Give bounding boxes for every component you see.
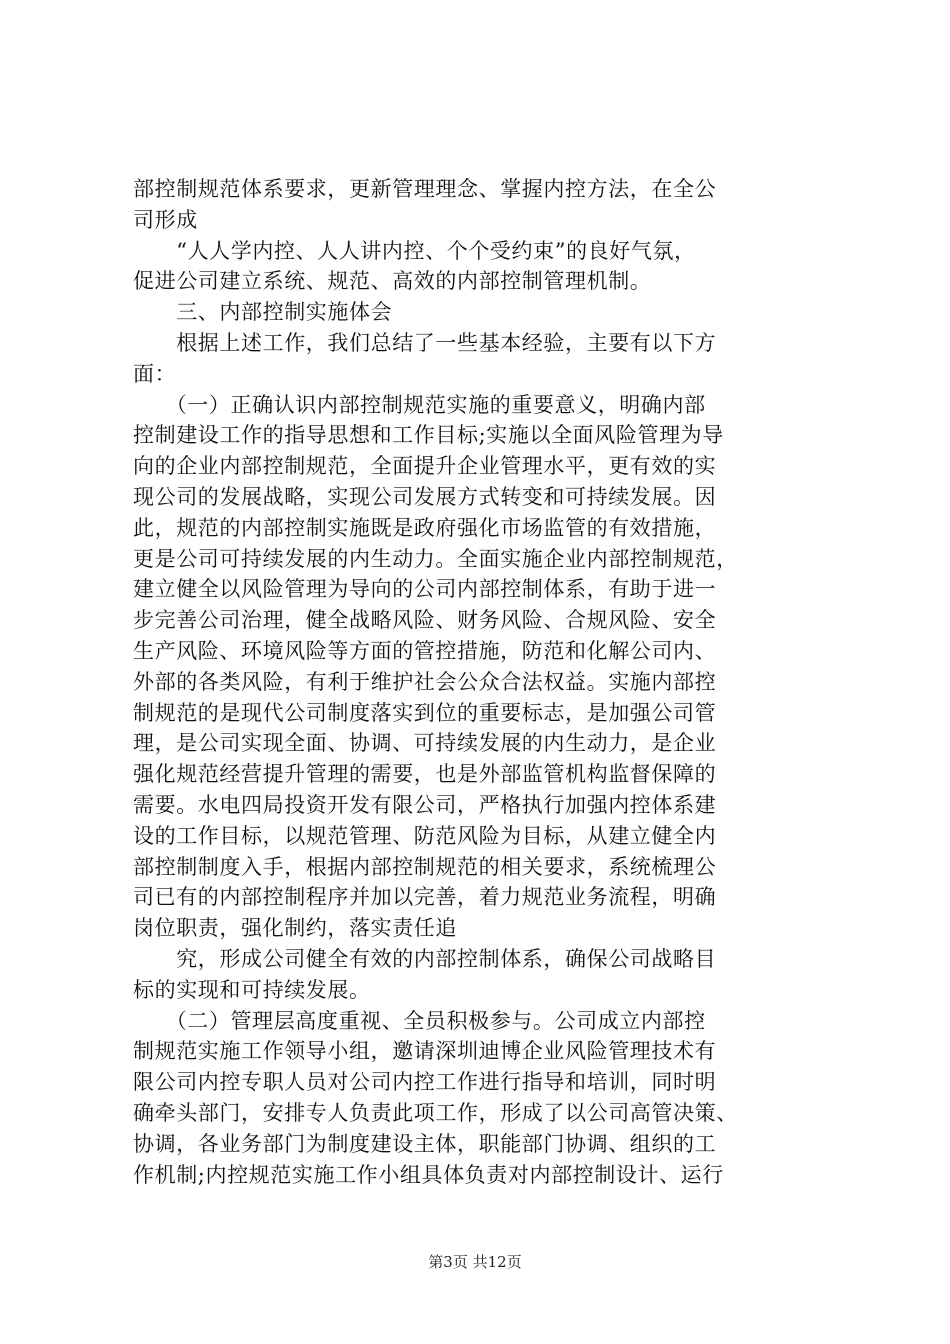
text-line: 步完善公司治理，健全战略风险、财务风险、合规风险、安全 — [133, 608, 717, 633]
text-line: 需要。水电四局投资开发有限公司，严格执行加强内控体系建 — [133, 792, 717, 817]
text-line: 现公司的发展战略，实现公司发展方式转变和可持续发展。因 — [133, 484, 717, 509]
text-line: （一）正确认识内部控制规范实施的重要意义，明确内部 — [133, 392, 706, 417]
text-line: 三、内部控制实施体会 — [133, 300, 393, 325]
text-line: “人人学内控、人人讲内控、个个受约束”的良好气氛， — [133, 238, 696, 263]
text-line: 部控制规范体系要求，更新管理理念、掌握内控方法，在全公 — [133, 177, 717, 201]
text-line: 面： — [133, 361, 177, 386]
text-line: 理，是公司实现全面、协调、可持续发展的内生动力，是企业 — [133, 731, 717, 756]
text-line: 设的工作目标，以规范管理、防范风险为目标，从建立健全内 — [133, 823, 717, 848]
text-line: 此，规范的内部控制实施既是政府强化市场监管的有效措施， — [133, 515, 717, 540]
text-line: 控制建设工作的指导思想和工作目标;实施以全面风险管理为导 — [133, 423, 724, 448]
text-line: 部控制制度入手，根据内部控制规范的相关要求，系统梳理公 — [133, 854, 717, 879]
text-line: 向的企业内部控制规范，全面提升企业管理水平，更有效的实 — [133, 454, 717, 479]
text-line: 强化规范经营提升管理的需要，也是外部监管机构监督保障的 — [133, 762, 717, 787]
text-line: 外部的各类风险，有利于维护社会公众合法权益。实施内部控 — [133, 669, 717, 694]
text-line: 协调，各业务部门为制度建设主体，职能部门协调、组织的工 — [133, 1131, 717, 1156]
page-footer: 第3页 共12页 — [428, 1253, 522, 1271]
document-body — [133, 174, 833, 1190]
text-line: 建立健全以风险管理为导向的公司内部控制体系，有助于进一 — [133, 577, 717, 602]
text-line: 标的实现和可持续发展。 — [133, 977, 371, 1002]
text-line: 限公司内控专职人员对公司内控工作进行指导和培训，同时明 — [133, 1070, 717, 1095]
text-line: 究，形成公司健全有效的内部控制体系，确保公司战略目 — [133, 946, 717, 971]
text-line: 根据上述工作，我们总结了一些基本经验，主要有以下方 — [133, 330, 717, 355]
text-line: 促进公司建立系统、规范、高效的内部控制管理机制。 — [133, 269, 652, 294]
text-line: （二）管理层高度重视、全员积极参与。公司成立内部控 — [133, 1008, 706, 1033]
text-line: 制规范实施工作领导小组，邀请深圳迪博企业风险管理技术有 — [133, 1039, 717, 1064]
text-line: 作机制;内控规范实施工作小组具体负责对内部控制设计、运行 — [133, 1162, 724, 1187]
text-line: 更是公司可持续发展的内生动力。全面实施企业内部控制规范， — [133, 546, 738, 571]
text-line: 岗位职责，强化制约，落实责任追 — [133, 916, 457, 941]
text-line: 司已有的内部控制程序并加以完善，着力规范业务流程，明确 — [133, 885, 717, 910]
text-line: 确牵头部门，安排专人负责此项工作，形成了以公司高管决策、 — [133, 1100, 738, 1125]
text-line: 制规范的是现代公司制度落实到位的重要标志，是加强公司管 — [133, 700, 717, 725]
text-line: 司形成 — [133, 207, 198, 232]
text-line: 生产风险、环境风险等方面的管控措施，防范和化解公司内、 — [133, 638, 717, 663]
